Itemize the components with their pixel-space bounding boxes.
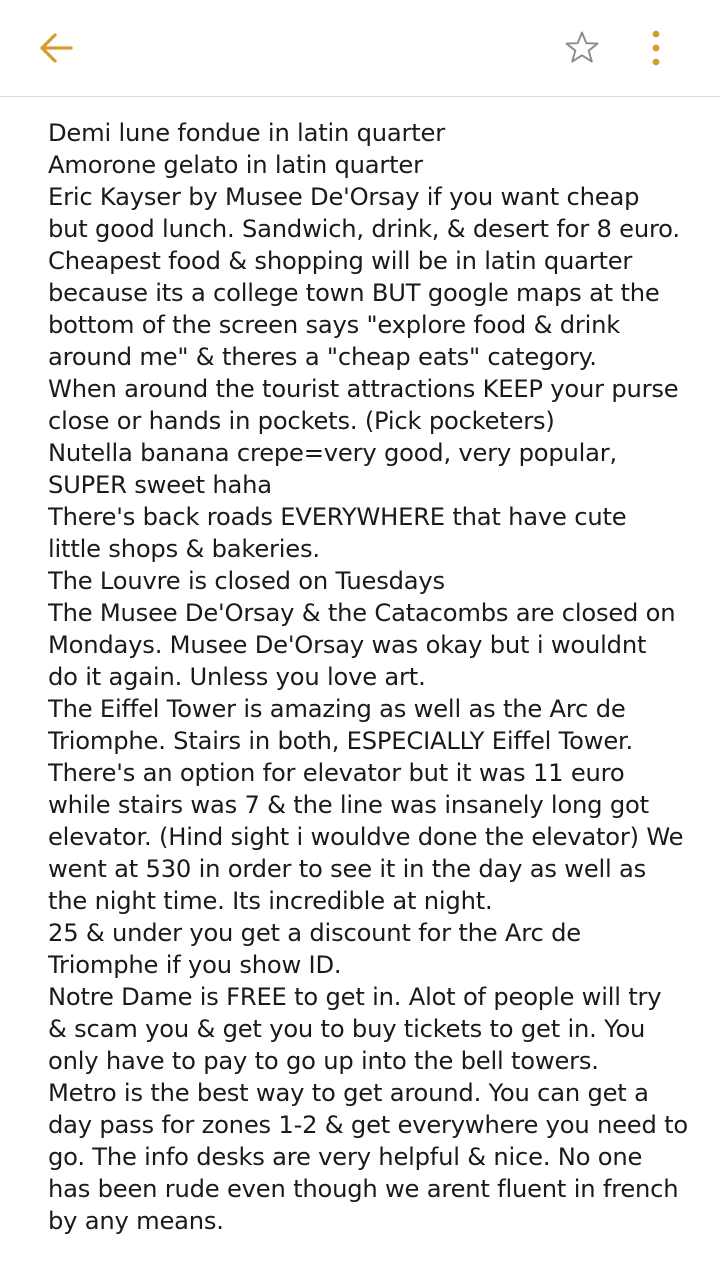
arrow-back-icon xyxy=(38,30,74,66)
note-line: bottom of the screen says "explore food & drink xyxy=(48,311,621,339)
note-line: Metro is the best way to get around. You can get a xyxy=(48,1079,649,1107)
note-line: little shops & bakeries. xyxy=(48,535,320,563)
note-line: go. The info desks are very helpful & nice. No one xyxy=(48,1143,643,1171)
note-line: only have to pay to go up into the bell towers. xyxy=(48,1047,599,1075)
note-line: by any means. xyxy=(48,1207,224,1235)
note-line: because its a college town BUT google maps at the xyxy=(48,279,660,307)
note-line: Notre Dame is FREE to get in. Alot of people will try xyxy=(48,983,662,1011)
note-line: while stairs was 7 & the line was insanely long got xyxy=(48,791,649,819)
note-text[interactable] xyxy=(48,117,698,1237)
note-line: The Louvre is closed on Tuesdays xyxy=(48,567,445,595)
note-line: Triomphe. Stairs in both, ESPECIALLY Eiffel Tower. xyxy=(48,727,634,755)
note-line: When around the tourist attractions KEEP your purse xyxy=(48,375,679,403)
app-bar xyxy=(0,0,720,97)
note-line: There's an option for elevator but it was 11 euro xyxy=(48,759,625,787)
favorite-button[interactable] xyxy=(556,22,608,74)
note-line: around me" & theres a "cheap eats" category. xyxy=(48,343,597,371)
note-line: Eric Kayser by Musee De'Orsay if you want cheap xyxy=(48,183,640,211)
note-line: do it again. Unless you love art. xyxy=(48,663,426,691)
note-line: Mondays. Musee De'Orsay was okay but i wouldnt xyxy=(48,631,647,659)
note-line: day pass for zones 1-2 & get everywhere you need to xyxy=(48,1111,688,1139)
note-line: Nutella banana crepe=very good, very popular, xyxy=(48,439,617,467)
note-line: The Musee De'Orsay & the Catacombs are closed on xyxy=(48,599,676,627)
note-line: Demi lune fondue in latin quarter xyxy=(48,119,445,147)
note-line: SUPER sweet haha xyxy=(48,471,272,499)
note-line: elevator. (Hind sight i wouldve done the elevator) We xyxy=(48,823,684,851)
note-line: Cheapest food & shopping will be in latin quarter xyxy=(48,247,633,275)
note-line: but good lunch. Sandwich, drink, & desert for 8 euro. xyxy=(48,215,680,243)
note-line: the night time. Its incredible at night. xyxy=(48,887,493,915)
note-line: Triomphe if you show ID. xyxy=(48,951,342,979)
note-line: There's back roads EVERYWHERE that have cute xyxy=(48,503,627,531)
note-line: has been rude even though we arent fluent in french xyxy=(48,1175,679,1203)
more-options-button[interactable] xyxy=(632,22,680,74)
note-line: Amorone gelato in latin quarter xyxy=(48,151,423,179)
note-line: 25 & under you get a discount for the Arc de xyxy=(48,919,581,947)
note-line: close or hands in pockets. (Pick pocketers) xyxy=(48,407,555,435)
note-line: went at 530 in order to see it in the day as well as xyxy=(48,855,647,883)
star-outline-icon xyxy=(564,30,600,66)
back-button[interactable] xyxy=(28,22,84,74)
more-vertical-icon xyxy=(650,28,662,68)
note-line: & scam you & get you to buy tickets to get in. You xyxy=(48,1015,646,1043)
note-line: The Eiffel Tower is amazing as well as the Arc de xyxy=(48,695,626,723)
